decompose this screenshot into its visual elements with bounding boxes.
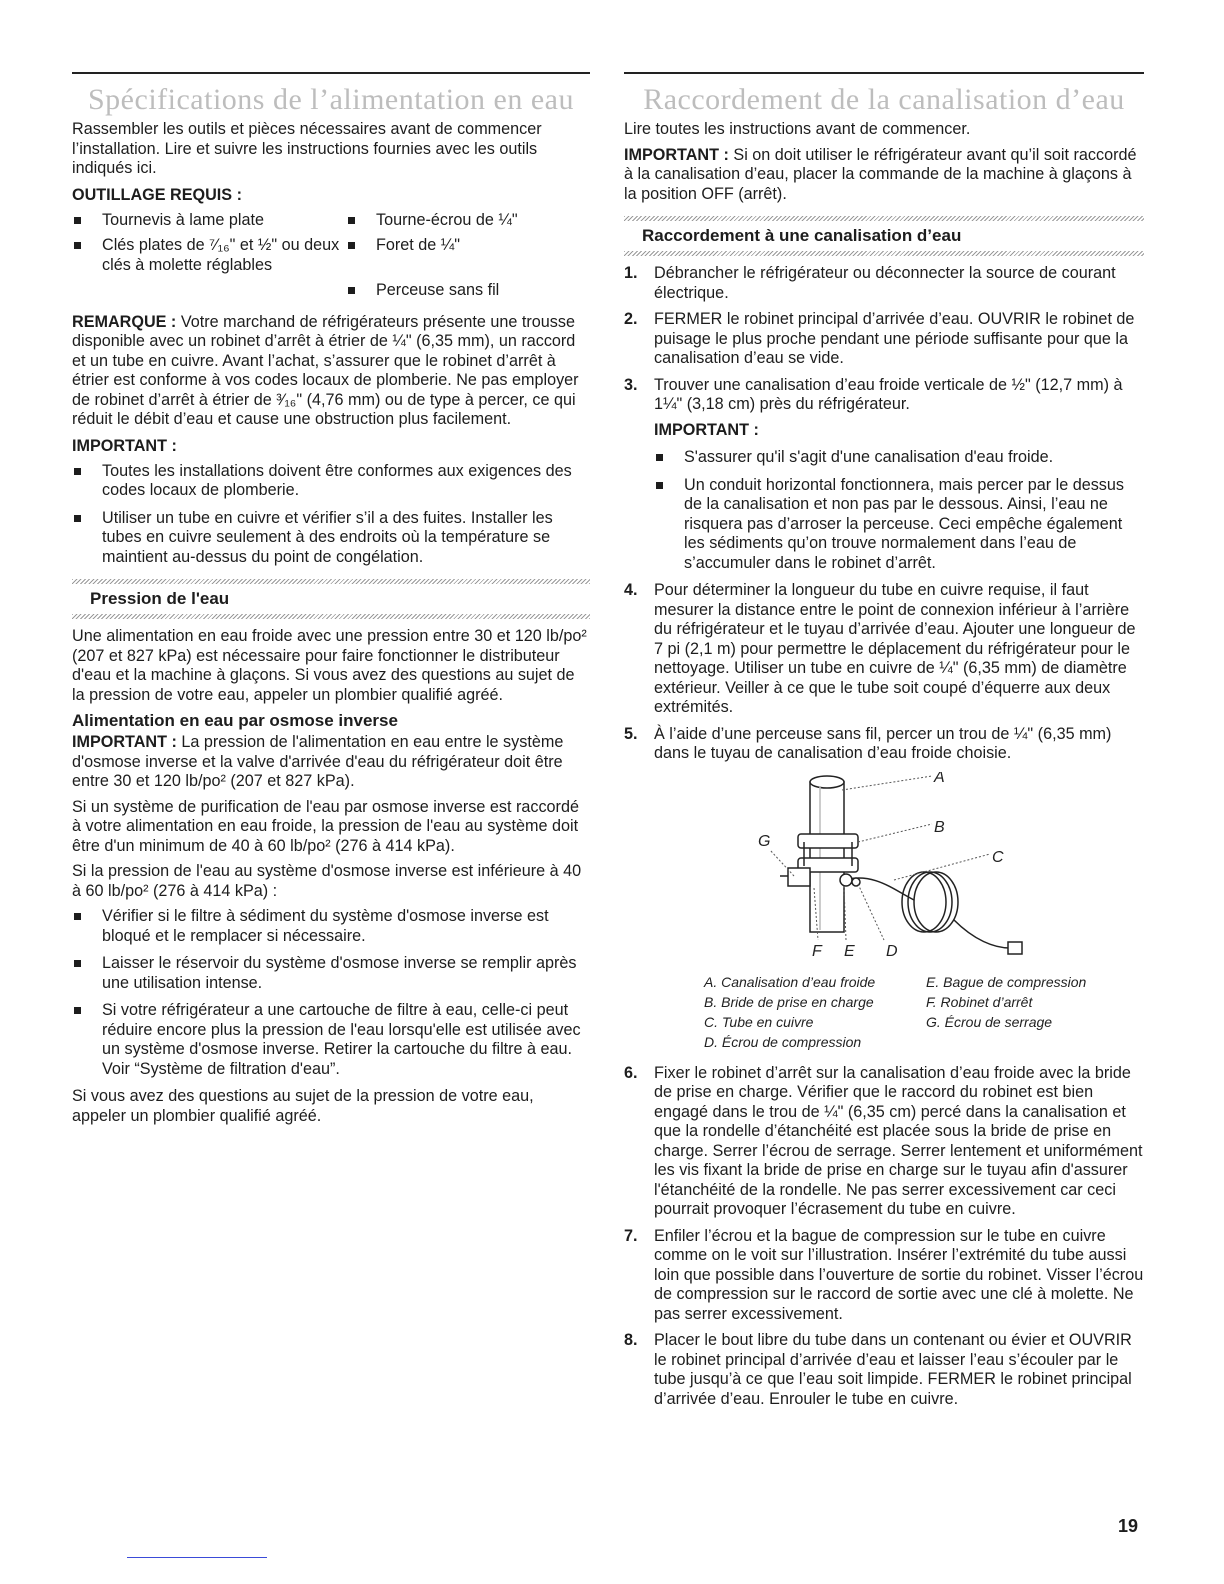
step-item: 6. Fixer le robinet d’arrêt sur la canalisation d’eau froide avec la bride de prise en charge. Vérifier que le raccord du robinet est bien engagé dans le trou de ¼" (6,35 cm) percé dans la canalisation et que la rondelle d’étanchéité est placée sous la bride de prise en charge. Serrer l’écrou de serrage. Serrer lentement et uniformément les vis fixant la bride de prise en charge sur le tuyau afin d'assurer l'étanchéité de la rondelle. Ne pas serrer excessivement car ceci pourrait provoquer l’écrasement du tube en cuivre. (624, 1063, 1143, 1218)
tools-list (72, 211, 590, 301)
bullet-icon (656, 482, 663, 489)
pressure-heading: Pression de l'eau (90, 589, 230, 608)
hatch-divider (72, 579, 590, 584)
tool-item: Tournevis à lame plate (72, 211, 346, 231)
pipe-diagram-svg (694, 772, 1114, 972)
figure-letter: D (886, 942, 898, 960)
tool-item: Clés plates de ⁷⁄₁₆" et ½" ou deux clés à molette réglables (72, 236, 346, 275)
top-rule (72, 72, 590, 74)
step-item: 3. Trouver une canalisation d’eau froide verticale de ½" (12,7 mm) à 1¼" (3,18 cm) près du réfrigérateur. IMPORTANT : S'assurer qu'il s'agit d'une canalisation d'eau froide. Un conduit horizontal fonctionnera, mais percer par le dessus de la canalisation et non pas par le dessous. Ainsi, l’eau ne risquera pas d’arroser la perceuse. Ceci empêche également les sédiments qu’on trouve normalement dans l’eau de s’accumuler dans le robinet d’arrêt. (624, 376, 1144, 574)
step-item: 4. Pour déterminer la longueur du tube en cuivre requise, il faut mesurer la distance entre le point de connexion inférieur à l’arrière du réfrigérateur et le tuyau d’arrivée d’eau. Ajouter une longueur de 7 pi (2,1 m) pour permettre le déplacement du réfrigérateur pour le nettoyage. Utiliser un tube en cuivre de ¼" (6,35 mm) de diamètre extérieur. Veiller à ce que le tube soit coupé d’équerre aux deux extrémités. (624, 581, 1136, 716)
bullet-icon (74, 468, 81, 475)
bullet-icon (74, 913, 81, 920)
step-item: 2. FERMER le robinet principal d’arrivée d’eau. OUVRIR le robinet de puisage le plus proche pendant une période suffisante pour que la canalisation d’eau se vide. (624, 310, 1135, 367)
step3-list (654, 448, 1144, 573)
bullet-icon (74, 217, 81, 224)
list-item: S'assurer qu'il s'agit d'une canalisation d'eau froide. (654, 448, 1144, 468)
figure-letter: G (758, 832, 771, 850)
top-rule (624, 72, 1144, 74)
pipe-connection-illustration (694, 772, 1114, 972)
figure-letter: E (844, 942, 855, 960)
important-heading: IMPORTANT : (72, 436, 177, 455)
legend-item: B. Bride de prise en charge (704, 993, 874, 1010)
bullet-icon (74, 515, 81, 522)
step-item: 7. Enfiler l’écrou et la bague de compression sur le tube en cuivre comme on le voit sur l’illustration. Insérer l’extrémité du tube aussi loin que possible dans l’ouverture de sortie du robinet. Visser l’écrou de compression sur le raccord de sortie avec une clé à molette. Ne pas serrer excessivement. (624, 1226, 1144, 1323)
bullet-icon (348, 287, 355, 294)
tools-heading: OUTILLAGE REQUIS : (72, 185, 242, 204)
step3-important-heading: IMPORTANT : (654, 420, 759, 439)
section-title-water-supply: Spécifications de l’alimentation en eau (88, 83, 574, 116)
tool-item: Perceuse sans fil (346, 281, 590, 301)
ro-paragraph-2: Si un système de purification de l'eau par osmose inverse est raccordé à votre alimentation en eau froide, la pression de l'eau au système doit être d'un minimum de 40 à 60 lb/po² (276 à 414 kPa). (72, 797, 579, 855)
important-list (72, 462, 590, 568)
bullet-icon (74, 1007, 81, 1014)
list-item: Laisser le réservoir du système d'osmose inverse se remplir après une utilisation intense. (72, 954, 590, 993)
bullet-icon (656, 454, 663, 461)
section-title-water-line: Raccordement de la canalisation d’eau (643, 83, 1125, 116)
step-item: 5. À l’aide d’une perceuse sans fil, percer un trou de ¼" (6,35 mm) dans le tuyau de canalisation d’eau froide choisie. A B C D E F G A. Canalisation d’eau froide E. Bague de compression B. Bride de prise en charge F. Robinet d’arrêt C. Tube en cuivre G. Écrou de serrage D. Écrou de compression (624, 725, 1144, 1052)
list-item: Utiliser un tube en cuivre et vérifier s’il a des fuites. Installer les tubes en cuivre seulement à des endroits où la température se maintient au-dessus du point de congélation. (72, 509, 590, 568)
figure-letter: A (934, 771, 945, 786)
bullet-icon (348, 217, 355, 224)
list-item: Toutes les installations doivent être conformes aux exigences des codes locaux de plomberie. (72, 462, 590, 501)
bullet-icon (348, 242, 355, 249)
legend-item: A. Canalisation d’eau froide (704, 973, 876, 990)
note-paragraph: REMARQUE : Votre marchand de réfrigérateurs présente une trousse disponible avec un robinet d’arrêt à étrier de ¼" (6,35 mm), un raccord et un tube en cuivre. Avant l’achat, s’assurer que le robinet d’arrêt à étrier est conforme à vos codes locaux de plomberie. Ne pas employer de robinet d’arrêt à étrier de ³⁄₁₆" (4,76 mm) ou de type à percer, ce qui réduit le débit d’eau et cause une obstruction plus facilement. (72, 312, 579, 428)
figure-letter: C (992, 848, 1004, 866)
bullet-icon (74, 960, 81, 967)
figure-letter: B (934, 818, 945, 836)
figure-legend (704, 972, 1144, 1052)
connection-heading: Raccordement à une canalisation d’eau (642, 226, 962, 245)
step-item: 8. Placer le bout libre du tube dans un contenant ou évier et OUVRIR le robinet principal d’arrivée d’eau et laisser l’eau s’écouler par le tube jusqu’à ce que l’eau soit limpide. FERMER le robinet principal d’arrivée d’eau. Enrouler le tube en cuivre. (624, 1331, 1132, 1408)
left-column (72, 72, 590, 1132)
legend-item: G. Écrou de serrage (926, 1013, 1053, 1030)
legend-item: C. Tube en cuivre (704, 1013, 814, 1030)
list-item: Vérifier si le filtre à sédiment du système d'osmose inverse est bloqué et le remplacer si nécessaire. (72, 907, 590, 946)
bullet-icon (74, 242, 81, 249)
list-item: Si votre réfrigérateur a une cartouche de filtre à eau, celle-ci peut réduire encore plus la pression de l'eau lorsqu'elle est utilisée avec un système d'osmose inverse. Retirer la cartouche du filtre à eau. Voir “Système de filtration d'eau”. (72, 1001, 590, 1079)
bottom-link-line[interactable] (127, 1557, 267, 1558)
steps-list (624, 264, 1144, 1409)
ro-list (72, 907, 590, 1079)
intro-text: Rassembler les outils et pièces nécessaires avant de commencer l’installation. Lire et suivre les instructions fournies avec les outils indiqués ici. (72, 120, 542, 177)
pressure-text: Une alimentation en eau froide avec une pression entre 30 et 120 lb/po² (207 et 827 kPa) est nécessaire pour faire fonctionner le distributeur d'eau et la machine à glaçons. Si vous avez des questions au sujet de la pression de votre eau, appeler un plombier qualifié agréé. (72, 627, 587, 704)
page-number: 19 (1117, 1516, 1138, 1536)
right-important-paragraph: IMPORTANT : Si on doit utiliser le réfrigérateur avant qu’il soit raccordé à la canalisation d’eau, placer la commande de la machine à glaçons à la position OFF (arrêt). (624, 145, 1137, 203)
ro-heading: Alimentation en eau par osmose inverse (72, 711, 398, 730)
figure-letter: F (812, 942, 822, 960)
connection-subheading-block (624, 216, 1144, 256)
closing-paragraph: Si vous avez des questions au sujet de la pression de votre eau, appeler un plombier qualifié agréé. (72, 1087, 534, 1125)
ro-paragraph-3: Si la pression de l'eau au système d'osmose inverse est inférieure à 40 à 60 lb/po² (276 à 414 kPa) : (72, 862, 582, 900)
hatch-divider (624, 216, 1144, 221)
tool-item: Tourne-écrou de ¼" (346, 211, 590, 231)
legend-item: D. Écrou de compression (704, 1033, 862, 1050)
ro-important-paragraph: IMPORTANT : La pression de l'alimentation en eau entre le système d'osmose inverse et la valve d'arrivée d'eau du réfrigérateur doit être entre 30 et 120 lb/po² (207 et 827 kPa). (72, 733, 564, 790)
legend-item (926, 1032, 1126, 1052)
list-item: Un conduit horizontal fonctionnera, mais percer par le dessus de la canalisation et non pas par le dessous. Ainsi, l’eau ne risquera pas d’arroser la perceuse. Ceci empêche également les sédiments qu’on trouve normalement dans l’eau de s’accumuler dans le robinet d’arrêt. (654, 476, 1144, 574)
right-intro: Lire toutes les instructions avant de commencer. (624, 120, 971, 138)
legend-item: E. Bague de compression (926, 973, 1087, 990)
tool-item-empty (72, 281, 346, 301)
legend-item: F. Robinet d’arrêt (926, 993, 1033, 1010)
pressure-subheading-block (72, 579, 590, 619)
right-column (624, 72, 1144, 1416)
step-item: 1. Débrancher le réfrigérateur ou déconnecter la source de courant électrique. (624, 264, 1116, 302)
tool-item: Foret de ¼" (346, 236, 590, 275)
hatch-divider (624, 251, 1144, 256)
hatch-divider (72, 614, 590, 619)
